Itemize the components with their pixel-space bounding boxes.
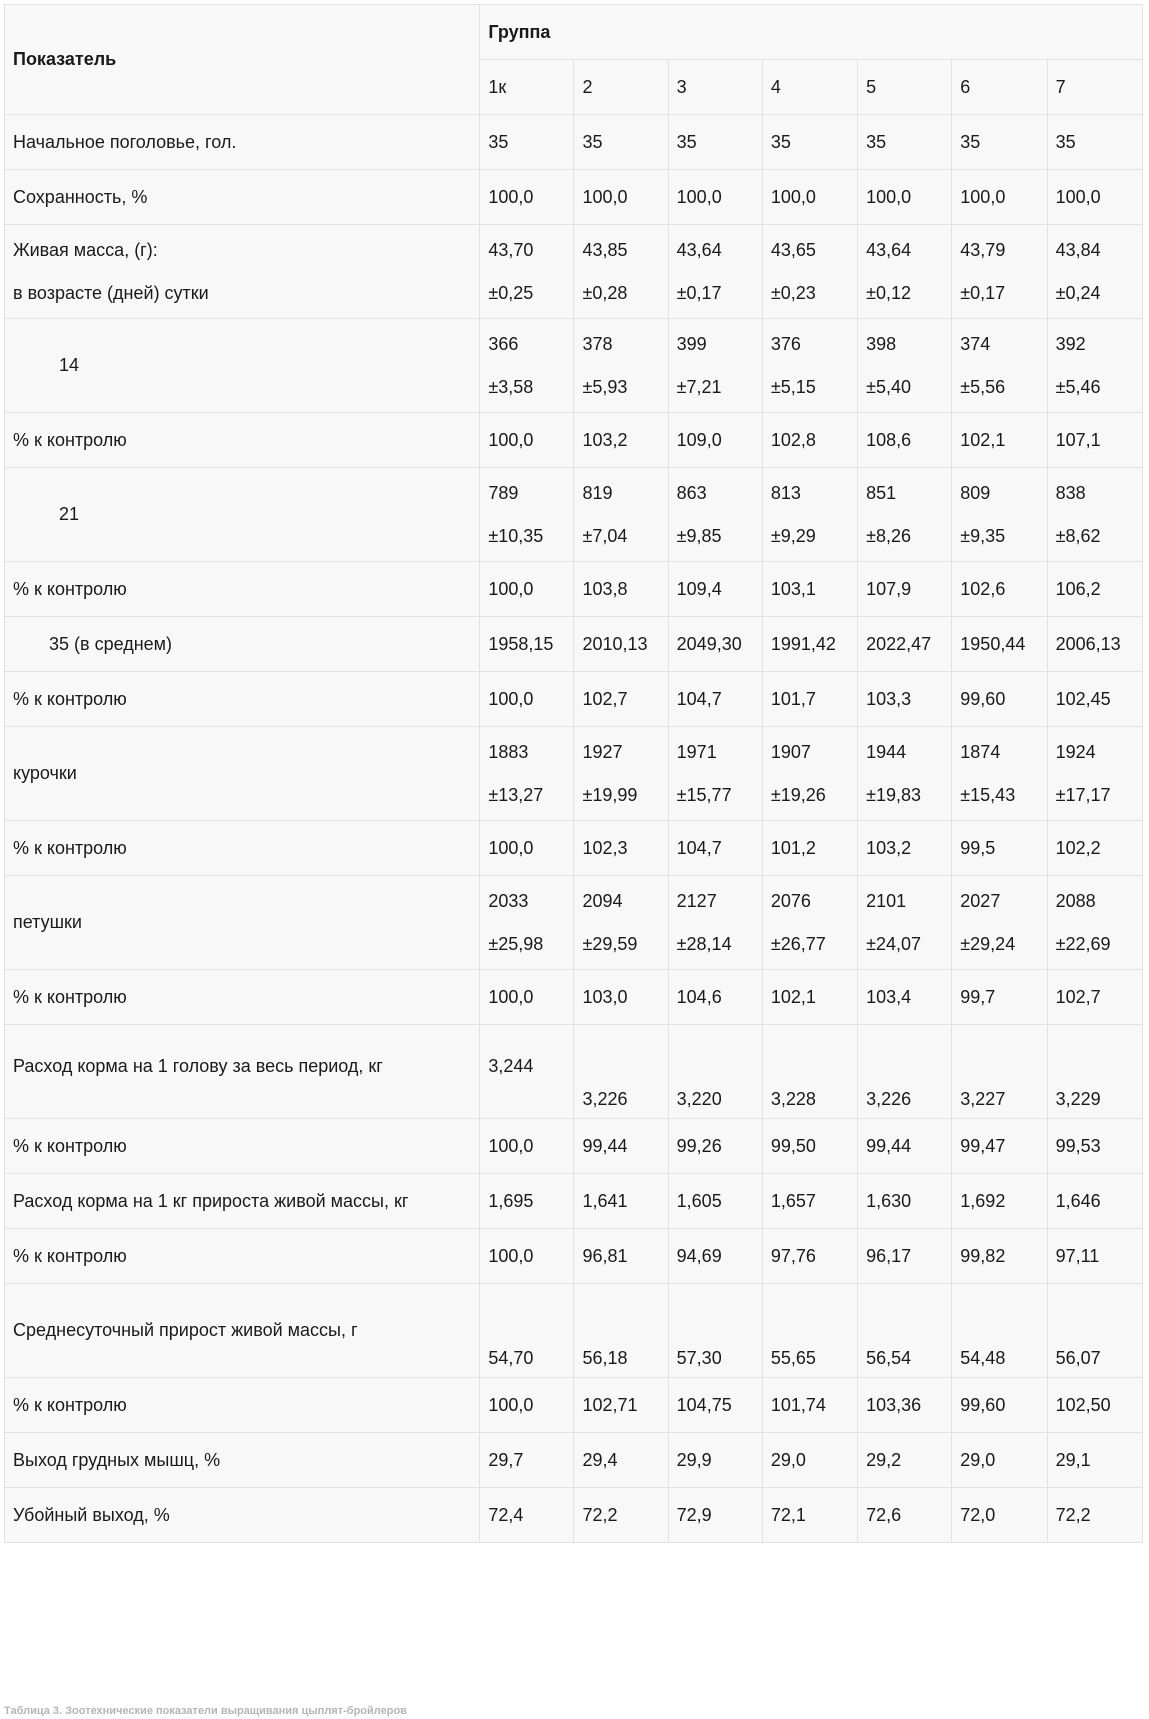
cell-value: 809 (960, 482, 991, 503)
cell-value: 1883 (488, 741, 529, 762)
cell-error: ±0,17 (676, 282, 722, 303)
value-cell: 100,0 (480, 672, 574, 727)
table-row (5, 876, 1143, 970)
data-table (4, 4, 1143, 1543)
cell-error: ±25,98 (488, 933, 544, 954)
value-cell (574, 225, 668, 319)
value-cell: 100,0 (480, 562, 574, 617)
value-cell: 72,4 (480, 1488, 574, 1543)
value-cell: 99,60 (952, 672, 1047, 727)
row-label: % к контролю (5, 413, 480, 468)
group-header: 3 (668, 60, 762, 115)
cell-error: ±0,17 (960, 282, 1006, 303)
value-cell: 102,6 (952, 562, 1047, 617)
value-cell: 1,692 (952, 1174, 1047, 1229)
value-cell (762, 468, 857, 562)
value-cell: 102,8 (762, 413, 857, 468)
value-cell: 103,3 (858, 672, 952, 727)
value-cell: 56,07 (1047, 1284, 1142, 1378)
value-cell: 108,6 (858, 413, 952, 468)
header-group: Группа (480, 5, 1143, 60)
cell-error: ±15,43 (960, 784, 1016, 805)
table-row (5, 115, 1143, 170)
value-cell (1047, 727, 1142, 821)
value-cell (480, 225, 574, 319)
cell-error: ±19,99 (582, 784, 638, 805)
value-cell: 1,646 (1047, 1174, 1142, 1229)
cell-error: ±9,29 (770, 525, 816, 546)
value-cell: 94,69 (668, 1229, 762, 1284)
value-cell: 54,70 (480, 1284, 574, 1378)
cell-error: ±10,35 (488, 525, 544, 546)
value-cell: 55,65 (762, 1284, 857, 1378)
value-cell (1047, 319, 1142, 413)
value-cell: 2022,47 (858, 617, 952, 672)
value-cell (1047, 225, 1142, 319)
cell-error: ±3,58 (488, 376, 534, 397)
value-cell (668, 876, 762, 970)
row-label: % к контролю (5, 1229, 480, 1284)
cell-error: ±29,24 (960, 933, 1016, 954)
table-row (5, 1174, 1143, 1229)
value-cell: 29,2 (858, 1433, 952, 1488)
cell-value: 2094 (582, 890, 623, 911)
value-cell: 100,0 (762, 170, 857, 225)
value-cell: 99,5 (952, 821, 1047, 876)
row-label (5, 225, 480, 319)
header-indicator: Показатель (5, 5, 480, 115)
value-cell: 96,81 (574, 1229, 668, 1284)
cell-error: ±7,21 (676, 376, 722, 397)
cell-error: ±9,85 (676, 525, 722, 546)
value-cell: 103,1 (762, 562, 857, 617)
value-cell (762, 727, 857, 821)
group-header: 2 (574, 60, 668, 115)
value-cell: 100,0 (952, 170, 1047, 225)
cell-value: 2027 (960, 890, 1001, 911)
value-cell (574, 319, 668, 413)
value-cell: 103,2 (858, 821, 952, 876)
value-cell: 35 (858, 115, 952, 170)
value-cell: 104,7 (668, 672, 762, 727)
group-header: 1к (480, 60, 574, 115)
value-cell: 54,48 (952, 1284, 1047, 1378)
value-cell: 104,6 (668, 970, 762, 1025)
value-cell: 1950,44 (952, 617, 1047, 672)
value-cell: 99,60 (952, 1378, 1047, 1433)
value-cell: 72,2 (574, 1488, 668, 1543)
table-row (5, 413, 1143, 468)
value-cell (1047, 468, 1142, 562)
cell-value: 789 (488, 482, 519, 503)
table-row (5, 1229, 1143, 1284)
cell-value: 2088 (1055, 890, 1096, 911)
value-cell: 72,1 (762, 1488, 857, 1543)
cell-value: 43,84 (1055, 239, 1101, 260)
value-cell: 2006,13 (1047, 617, 1142, 672)
value-cell: 99,44 (574, 1119, 668, 1174)
cell-value: 1924 (1055, 741, 1096, 762)
row-label: % к контролю (5, 1119, 480, 1174)
value-cell: 29,1 (1047, 1433, 1142, 1488)
value-cell (574, 876, 668, 970)
value-cell: 109,4 (668, 562, 762, 617)
table-row (5, 1119, 1143, 1174)
cell-error: ±19,26 (770, 784, 826, 805)
value-cell: 1,657 (762, 1174, 857, 1229)
table-row (5, 319, 1143, 413)
cell-error: ±29,59 (582, 933, 638, 954)
value-cell: 101,2 (762, 821, 857, 876)
value-cell (762, 319, 857, 413)
table-row (5, 170, 1143, 225)
value-cell (952, 876, 1047, 970)
cell-value: 376 (770, 333, 801, 354)
cell-value: 43,64 (866, 239, 912, 260)
value-cell: 102,1 (952, 413, 1047, 468)
value-cell: 35 (574, 115, 668, 170)
value-cell: 99,7 (952, 970, 1047, 1025)
cell-error: ±26,77 (770, 933, 826, 954)
value-cell (668, 468, 762, 562)
value-cell (480, 468, 574, 562)
cell-value: 398 (866, 333, 897, 354)
cell-error: ±5,56 (960, 376, 1006, 397)
value-cell: 99,50 (762, 1119, 857, 1174)
cell-value: 851 (866, 482, 897, 503)
value-cell: 29,9 (668, 1433, 762, 1488)
value-cell: 99,47 (952, 1119, 1047, 1174)
group-header: 6 (952, 60, 1047, 115)
value-cell: 29,7 (480, 1433, 574, 1488)
value-cell: 102,2 (1047, 821, 1142, 876)
cell-value: 813 (770, 482, 801, 503)
cell-value: 819 (582, 482, 613, 503)
value-cell (762, 225, 857, 319)
value-cell: 57,30 (668, 1284, 762, 1378)
cell-error: ±22,69 (1055, 933, 1111, 954)
value-cell: 1,695 (480, 1174, 574, 1229)
value-cell: 29,0 (952, 1433, 1047, 1488)
table-row (5, 562, 1143, 617)
cell-value: 1944 (866, 741, 907, 762)
value-cell: 3,220 (668, 1025, 762, 1119)
value-cell: 101,74 (762, 1378, 857, 1433)
cell-value: 1874 (960, 741, 1001, 762)
row-label: % к контролю (5, 562, 480, 617)
row-label: % к контролю (5, 821, 480, 876)
value-cell: 102,7 (574, 672, 668, 727)
row-label: Убойный выход, % (5, 1488, 480, 1543)
value-cell: 1991,42 (762, 617, 857, 672)
value-cell: 3,244 (480, 1025, 574, 1119)
row-label-line: в возрасте (дней) сутки (13, 282, 209, 303)
value-cell: 100,0 (1047, 170, 1142, 225)
cell-value: 2033 (488, 890, 529, 911)
cell-value: 43,64 (676, 239, 722, 260)
cell-value: 2127 (676, 890, 717, 911)
value-cell: 102,1 (762, 970, 857, 1025)
table-row (5, 1433, 1143, 1488)
cell-error: ±5,40 (866, 376, 912, 397)
value-cell: 100,0 (574, 170, 668, 225)
value-cell: 35 (762, 115, 857, 170)
value-cell (574, 727, 668, 821)
cell-error: ±5,93 (582, 376, 628, 397)
value-cell: 35 (1047, 115, 1142, 170)
value-cell: 100,0 (480, 413, 574, 468)
value-cell: 72,6 (858, 1488, 952, 1543)
cell-value: 1971 (676, 741, 717, 762)
value-cell: 107,1 (1047, 413, 1142, 468)
value-cell (480, 319, 574, 413)
cell-error: ±28,14 (676, 933, 732, 954)
cell-error: ±0,24 (1055, 282, 1101, 303)
group-header: 7 (1047, 60, 1142, 115)
table-row (5, 970, 1143, 1025)
value-cell: 102,7 (1047, 970, 1142, 1025)
row-label: 14 (5, 319, 480, 413)
row-label: курочки (5, 727, 480, 821)
value-cell: 103,2 (574, 413, 668, 468)
table-row (5, 1025, 1143, 1119)
cell-value: 43,70 (488, 239, 534, 260)
value-cell (574, 468, 668, 562)
value-cell: 35 (952, 115, 1047, 170)
value-cell: 103,4 (858, 970, 952, 1025)
cell-value: 43,85 (582, 239, 628, 260)
value-cell: 102,45 (1047, 672, 1142, 727)
cell-error: ±0,12 (866, 282, 912, 303)
value-cell (762, 876, 857, 970)
cell-value: 43,65 (770, 239, 816, 260)
cell-error: ±8,26 (866, 525, 912, 546)
cell-value: 399 (676, 333, 707, 354)
value-cell: 102,3 (574, 821, 668, 876)
row-label: Начальное поголовье, гол. (5, 115, 480, 170)
value-cell: 109,0 (668, 413, 762, 468)
value-cell (480, 727, 574, 821)
value-cell: 3,227 (952, 1025, 1047, 1119)
value-cell: 100,0 (480, 1229, 574, 1284)
value-cell: 3,226 (858, 1025, 952, 1119)
cell-value: 43,79 (960, 239, 1006, 260)
value-cell: 3,229 (1047, 1025, 1142, 1119)
value-cell: 106,2 (1047, 562, 1142, 617)
value-cell: 101,7 (762, 672, 857, 727)
row-label: 35 (в среднем) (5, 617, 480, 672)
value-cell (858, 225, 952, 319)
row-label: % к контролю (5, 970, 480, 1025)
value-cell: 99,26 (668, 1119, 762, 1174)
cell-value: 1907 (770, 741, 811, 762)
cell-value: 838 (1055, 482, 1086, 503)
value-cell: 72,0 (952, 1488, 1047, 1543)
row-label: Среднесуточный прирост живой массы, г (5, 1284, 480, 1378)
table-row (5, 727, 1143, 821)
value-cell: 97,76 (762, 1229, 857, 1284)
cell-value: 2101 (866, 890, 907, 911)
cell-value: 392 (1055, 333, 1086, 354)
value-cell: 97,11 (1047, 1229, 1142, 1284)
value-cell: 56,18 (574, 1284, 668, 1378)
value-cell: 96,17 (858, 1229, 952, 1284)
cell-error: ±5,15 (770, 376, 816, 397)
table-row (5, 1284, 1143, 1378)
value-cell: 100,0 (480, 1378, 574, 1433)
value-cell: 99,82 (952, 1229, 1047, 1284)
group-header: 4 (762, 60, 857, 115)
table-row (5, 468, 1143, 562)
cell-error: ±7,04 (582, 525, 628, 546)
row-label: % к контролю (5, 1378, 480, 1433)
value-cell: 100,0 (480, 821, 574, 876)
value-cell: 3,226 (574, 1025, 668, 1119)
value-cell (858, 876, 952, 970)
row-label: петушки (5, 876, 480, 970)
value-cell (858, 319, 952, 413)
value-cell: 35 (668, 115, 762, 170)
value-cell: 29,4 (574, 1433, 668, 1488)
value-cell: 102,71 (574, 1378, 668, 1433)
cell-error: ±0,23 (770, 282, 816, 303)
group-header: 5 (858, 60, 952, 115)
cell-value: 366 (488, 333, 519, 354)
value-cell: 2010,13 (574, 617, 668, 672)
value-cell: 1,605 (668, 1174, 762, 1229)
cell-error: ±17,17 (1055, 784, 1111, 805)
value-cell (952, 319, 1047, 413)
value-cell: 56,54 (858, 1284, 952, 1378)
cell-error: ±5,46 (1055, 376, 1101, 397)
table-row (5, 617, 1143, 672)
value-cell: 1958,15 (480, 617, 574, 672)
cell-value: 374 (960, 333, 991, 354)
value-cell: 103,0 (574, 970, 668, 1025)
cell-error: ±0,28 (582, 282, 628, 303)
value-cell: 100,0 (668, 170, 762, 225)
value-cell: 104,75 (668, 1378, 762, 1433)
cell-value: 1927 (582, 741, 623, 762)
cell-error: ±13,27 (488, 784, 544, 805)
value-cell: 100,0 (480, 170, 574, 225)
value-cell (480, 876, 574, 970)
table-row (5, 1378, 1143, 1433)
value-cell: 103,36 (858, 1378, 952, 1433)
value-cell: 29,0 (762, 1433, 857, 1488)
value-cell: 1,630 (858, 1174, 952, 1229)
value-cell (952, 468, 1047, 562)
cell-error: ±15,77 (676, 784, 732, 805)
header-row (5, 5, 1143, 60)
cell-error: ±24,07 (866, 933, 922, 954)
table-caption: Таблица 3. Зоотехнические показатели выращивания цыплят-бройлеров (4, 1705, 407, 1717)
value-cell: 100,0 (480, 1119, 574, 1174)
value-cell (668, 319, 762, 413)
row-label: Сохранность, % (5, 170, 480, 225)
value-cell (1047, 876, 1142, 970)
value-cell: 107,9 (858, 562, 952, 617)
row-label: % к контролю (5, 672, 480, 727)
value-cell: 35 (480, 115, 574, 170)
cell-value: 378 (582, 333, 613, 354)
cell-error: ±9,35 (960, 525, 1006, 546)
value-cell (952, 727, 1047, 821)
cell-error: ±0,25 (488, 282, 534, 303)
value-cell: 100,0 (480, 970, 574, 1025)
value-cell: 99,53 (1047, 1119, 1142, 1174)
value-cell: 3,228 (762, 1025, 857, 1119)
table-body (5, 5, 1143, 1543)
value-cell: 104,7 (668, 821, 762, 876)
value-cell: 102,50 (1047, 1378, 1142, 1433)
value-cell: 2049,30 (668, 617, 762, 672)
table-row (5, 1488, 1143, 1543)
value-cell (668, 727, 762, 821)
cell-error: ±8,62 (1055, 525, 1101, 546)
value-cell: 72,9 (668, 1488, 762, 1543)
value-cell: 1,641 (574, 1174, 668, 1229)
value-cell: 100,0 (858, 170, 952, 225)
cell-value: 863 (676, 482, 707, 503)
value-cell (858, 468, 952, 562)
value-cell (952, 225, 1047, 319)
value-cell: 103,8 (574, 562, 668, 617)
row-label-line: Живая масса, (г): (13, 239, 158, 260)
cell-value: 2076 (770, 890, 811, 911)
cell-error: ±19,83 (866, 784, 922, 805)
row-label: Расход корма на 1 голову за весь период, кг (5, 1025, 480, 1119)
row-label: Выход грудных мышц, % (5, 1433, 480, 1488)
value-cell (668, 225, 762, 319)
row-label: Расход корма на 1 кг прироста живой массы, кг (5, 1174, 480, 1229)
table-row (5, 225, 1143, 319)
value-cell (858, 727, 952, 821)
value-cell: 99,44 (858, 1119, 952, 1174)
value-cell: 72,2 (1047, 1488, 1142, 1543)
table-row (5, 672, 1143, 727)
row-label: 21 (5, 468, 480, 562)
table-row (5, 821, 1143, 876)
